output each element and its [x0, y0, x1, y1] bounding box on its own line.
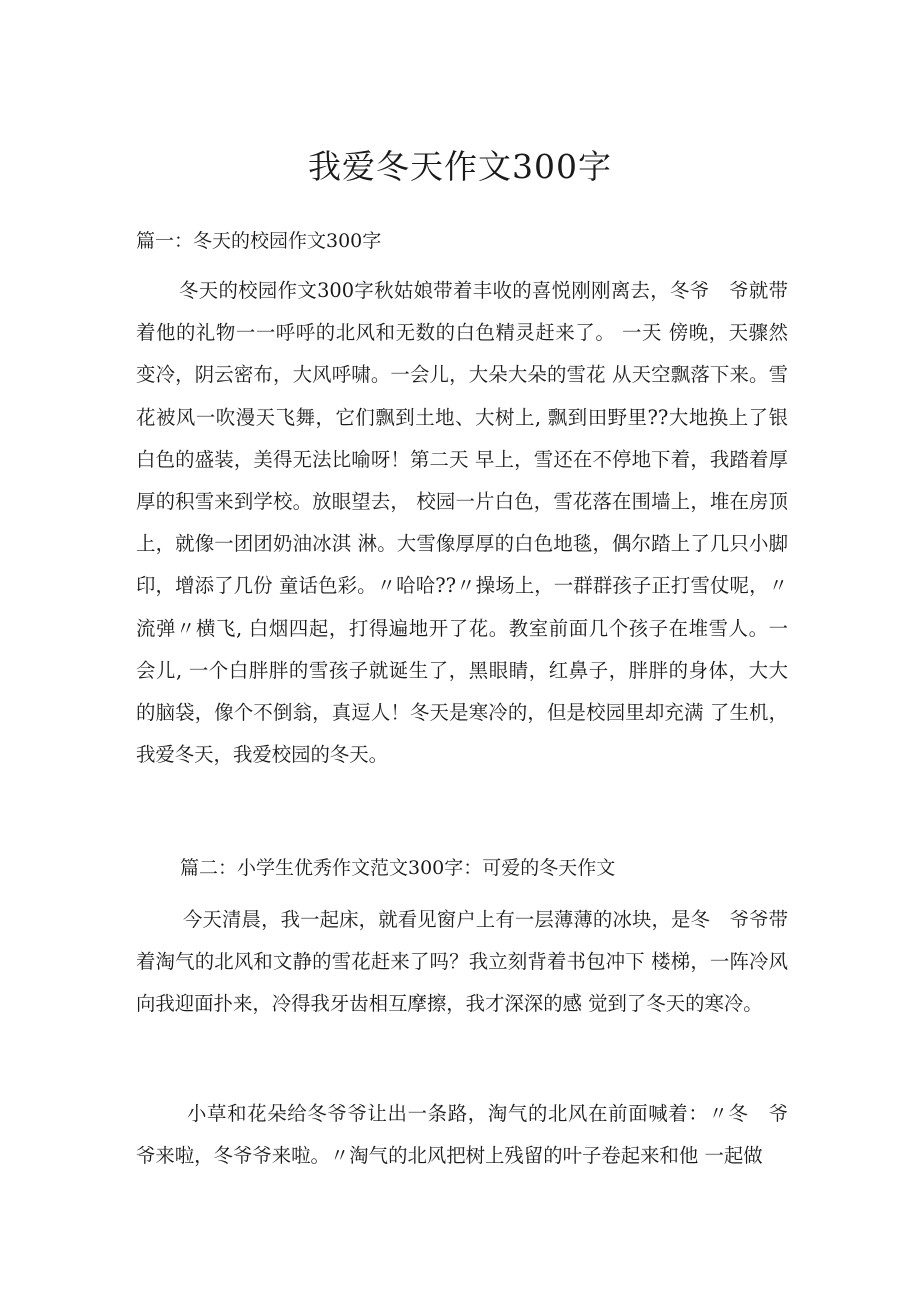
section1-heading: 篇一：冬天的校园作文300字 [136, 230, 382, 252]
section1-paragraph: 冬天的校园作文300字秋姑娘带着丰收的喜悦刚刚离去，冬爷 爷就带着他的礼物一一呼呼的北风和无数的白色精灵赶来了。 一天 傍晚，天骤然变冷，阴云密布，大风呼啸。一会儿，大朵大朵的雪花 从天空飘落下来。雪花被风一吹漫天飞舞，它们飘到土地、大树上, 飘到田野里??大地换上了银白色的盛装，美得无法比喻呀！第二天 早上，雪还在不停地下着，我踏着厚厚的积雪来到学校。放眼望去， 校园一片白色，雪花落在围墙上，堆在房顶上，就像一团团奶油冰淇 淋。大雪像厚厚的白色地毯，偶尔踏上了几只小脚印，增添了几份 童话色彩。〃哈哈??〃操场上，一群群孩子正打雪仗呢，〃流弹〃横飞, 白烟四起，打得遍地开了花。教室前面几个孩子在堆雪人。一会儿, 一个白胖胖的雪孩子就诞生了，黑眼睛，红鼻子，胖胖的身体，大大 的脑袋，像个不倒翁，真逗人！冬天是寒冷的，但是校园里却充满 了生机，我爱冬天，我爱校园的冬天。 [136, 279, 788, 767]
section2-paragraph-2: 小草和花朵给冬爷爷让出一条路，淘气的北风在前面喊着：〃冬 爷爷来啦，冬爷爷来啦。〃淘气的北风把树上残留的叶子卷起来和他 一起做 [136, 1102, 788, 1168]
section2-heading: 篇二：小学生优秀作文范文300字：可爱的冬天作文 [180, 857, 616, 879]
document-title: 我爱冬天作文300字 [308, 147, 612, 186]
section2-paragraph-1: 今天清晨，我一起床，就看见窗户上有一层薄薄的冰块，是冬 爷爷带着淘气的北风和文静的雪花赶来了吗？我立刻背着书包冲下 楼梯，一阵冷风向我迎面扑来，冷得我牙齿相互摩擦，我才深深的感 觉到了冬天的寒冷。 [136, 908, 788, 1016]
